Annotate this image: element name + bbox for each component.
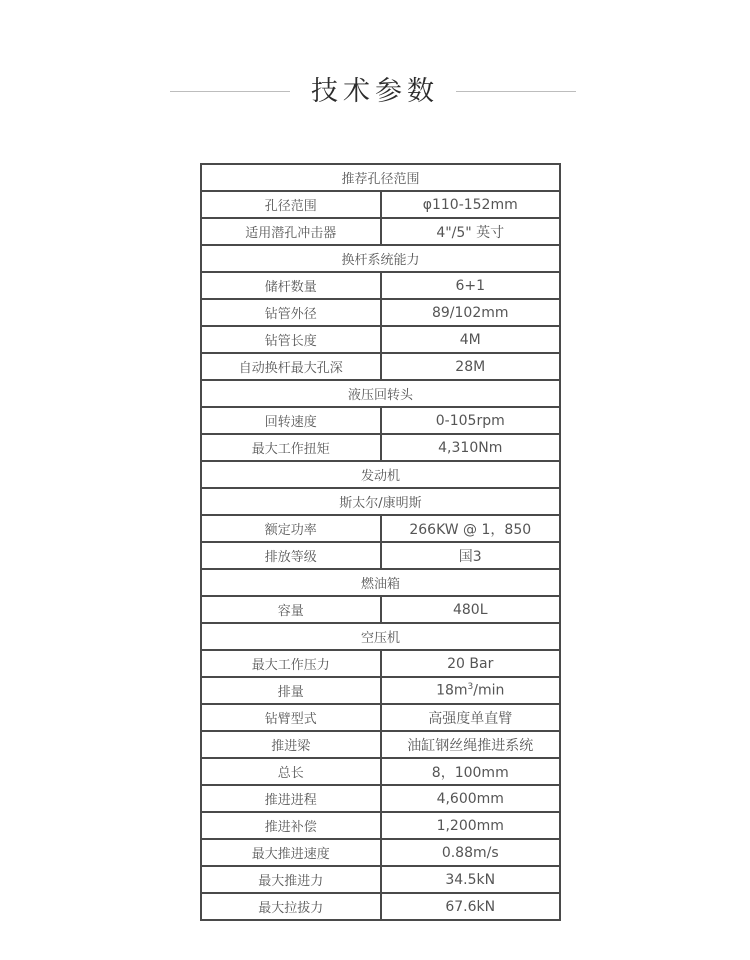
table-row [201,353,560,380]
table-row [201,839,560,866]
table-row [201,650,560,677]
page-title: 技术参数 [311,76,439,107]
spec-value: 20 Bar [381,650,561,677]
section-title: 空压机 [201,623,560,650]
section-row [201,461,560,488]
spec-table-body [201,164,560,920]
table-row [201,272,560,299]
spec-label: 推进梁 [201,731,381,758]
table-row [201,866,560,893]
section-title: 推荐孔径范围 [201,164,560,191]
spec-label: 钻管外径 [201,299,381,326]
table-row [201,704,560,731]
section-row [201,488,560,515]
spec-label: 钻臂型式 [201,704,381,731]
table-row [201,785,560,812]
spec-value: 28M [381,353,561,380]
spec-label: 推进补偿 [201,812,381,839]
table-row [201,542,560,569]
spec-label: 储杆数量 [201,272,381,299]
section-row [201,164,560,191]
spec-value: 0-105rpm [381,407,561,434]
spec-label: 总长 [201,758,381,785]
table-row [201,758,560,785]
spec-value-base: 18m [436,682,468,699]
spec-value: 67.6kN [381,893,561,920]
spec-label: 自动换杆最大孔深 [201,353,381,380]
spec-value: 4M [381,326,561,353]
spec-table [200,163,561,921]
spec-value: 国3 [381,542,561,569]
section-title: 换杆系统能力 [201,245,560,272]
spec-value: 油缸钢丝绳推进系统 [381,731,561,758]
table-row [201,893,560,920]
spec-label: 最大推进力 [201,866,381,893]
table-row [201,191,560,218]
table-row [201,677,560,704]
spec-value: 480L [381,596,561,623]
section-row [201,245,560,272]
spec-label: 排量 [201,677,381,704]
heading-rule-right [456,91,576,92]
table-row [201,326,560,353]
section-title: 发动机 [201,461,560,488]
spec-value: 266KW @ 1，850 [381,515,561,542]
spec-value: 高强度单直臂 [381,704,561,731]
section-title: 液压回转头 [201,380,560,407]
spec-label: 排放等级 [201,542,381,569]
spec-value: 8，100mm [381,758,561,785]
table-row [201,596,560,623]
table-row [201,515,560,542]
spec-label: 推进进程 [201,785,381,812]
section-row [201,623,560,650]
spec-label: 最大工作压力 [201,650,381,677]
spec-value: 4,310Nm [381,434,561,461]
table-row [201,218,560,245]
spec-label: 孔径范围 [201,191,381,218]
spec-value [381,677,561,704]
section-title: 燃油箱 [201,569,560,596]
spec-label: 容量 [201,596,381,623]
spec-label: 适用潜孔冲击器 [201,218,381,245]
section-row [201,569,560,596]
section-heading [0,72,750,112]
spec-value: 1,200mm [381,812,561,839]
section-row [201,380,560,407]
section-title: 斯太尔/康明斯 [201,488,560,515]
spec-value: 34.5kN [381,866,561,893]
spec-value: 6+1 [381,272,561,299]
spec-value: φ110-152mm [381,191,561,218]
table-row [201,434,560,461]
table-row [201,407,560,434]
spec-label: 最大工作扭矩 [201,434,381,461]
heading-rule-left [170,91,290,92]
spec-value-superscript: 3 [467,682,474,693]
spec-label: 最大推进速度 [201,839,381,866]
spec-label: 回转速度 [201,407,381,434]
spec-value: 89/102mm [381,299,561,326]
table-row [201,812,560,839]
spec-value-suffix: /min [473,682,505,699]
table-row [201,731,560,758]
table-row [201,299,560,326]
spec-value: 0.88m/s [381,839,561,866]
spec-label: 钻管长度 [201,326,381,353]
spec-value: 4,600mm [381,785,561,812]
spec-value: 4"/5" 英寸 [381,218,561,245]
spec-label: 最大拉拔力 [201,893,381,920]
spec-label: 额定功率 [201,515,381,542]
